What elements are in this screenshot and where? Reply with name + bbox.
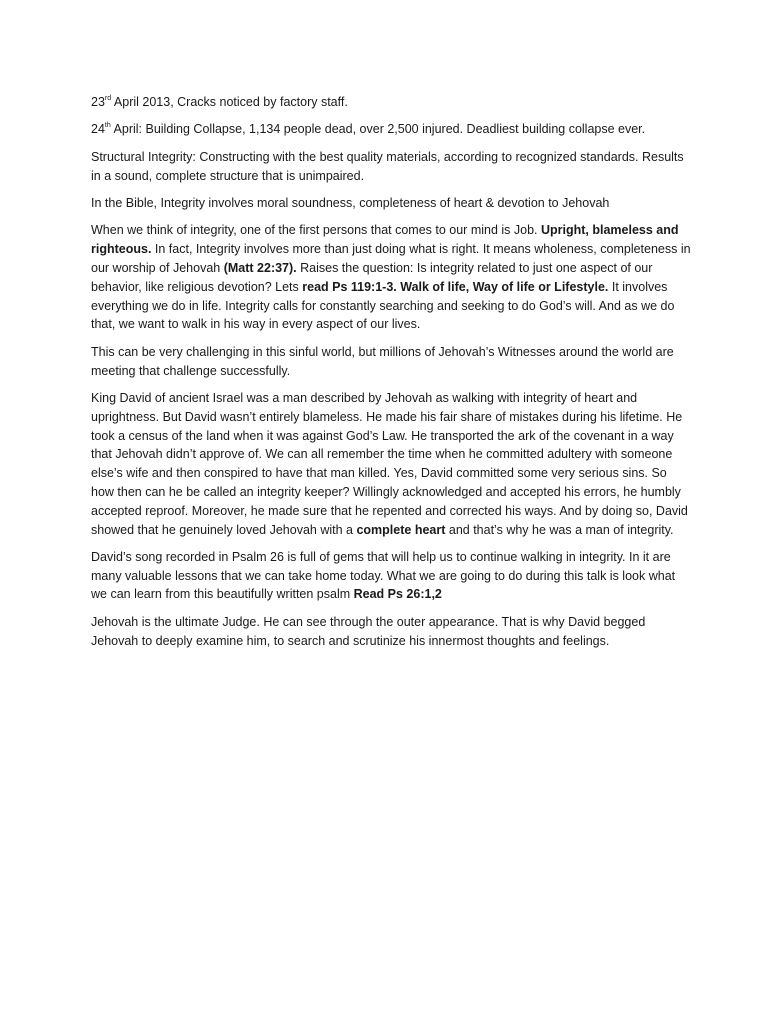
document-body [91, 93, 691, 659]
text-run: When we think of integrity, one of the first persons that comes to our mind is Job. [91, 223, 541, 238]
text-run: and that’s why he was a man of integrity. [445, 522, 674, 537]
date-day: 23 [91, 95, 105, 109]
text-run: It involves everything we do in life. Integrity calls for constantly searching and seeking to do God’s will. And as we do that, we want to walk in his way in every aspect of our lives. [91, 279, 675, 332]
paragraph-date-cracks [91, 93, 691, 112]
text-run: David’s song recorded in Psalm 26 is full of gems that will help us to continue walking in integrity. In it are many valuable lessons that we can take home today. What we are going to do during this talk is look what we can learn from this beautifully written psalm [91, 549, 676, 602]
date-day: 24 [91, 122, 105, 137]
bold-text-run: complete heart [356, 522, 446, 537]
date-suffix: rd [104, 94, 112, 102]
paragraph-psalm-26 [91, 548, 691, 604]
paragraph-structural-integrity: Structural Integrity: Constructing with the best quality materials, according to recognized standards. Results in a sound, complete structure that is unimpaired. [91, 149, 684, 183]
date-text: April: Building Collapse, 1,134 people dead, over 2,500 injured. Deadliest building collapse ever. [110, 122, 646, 137]
text-run: Raises the question: Is integrity related to just one aspect of our behavior, like religious devotion? Lets [91, 260, 653, 294]
bold-text-run: read Ps 119:1-3. Walk of life, Way of life or Lifestyle. [302, 279, 609, 294]
date-suffix: th [104, 122, 111, 130]
date-text: April 2013, Cracks noticed by factory staff. [111, 95, 348, 109]
paragraph-job-integrity [91, 221, 691, 334]
paragraph-challenge: This can be very challenging in this sinful world, but millions of Jehovah’s Witnesses around the world are meeting that challenge successfully. [91, 344, 674, 378]
bold-text-run: (Matt 22:37). [223, 260, 297, 275]
text-run: King David of ancient Israel was a man described by Jehovah as walking with integrity of heart and uprightness. But David wasn’t entirely blameless. He made his fair share of mistakes during his lifetime. He took a census of the land when it was against God’s Law. He transported the ark of the covenant in a way that Jehovah didn’t approve of. We can all remember the time when he committed adultery with someone else’s wife and then conspired to have that man killed. Yes, David committed some very serious sins. So how then can he be called an integrity keeper? Willingly acknowledged and accepted his errors, he humbly accepted reproof. Moreover, he made sure that he repented and corrected his ways. And by doing so, David showed that he genuinely loved Jehovah with a [91, 390, 688, 537]
paragraph-date-collapse [91, 120, 691, 139]
paragraph-jehovah-judge: Jehovah is the ultimate Judge. He can see through the outer appearance. That is why David begged Jehovah to deeply examine him, to search and scrutinize his innermost thoughts and feelings. [91, 614, 646, 648]
paragraph-king-david [91, 389, 691, 539]
text-run: In fact, Integrity involves more than just doing what is right. It means wholeness, completeness in our worship of Jehovah [91, 242, 691, 275]
bold-text-run: Upright, blameless and righteous. [91, 223, 679, 257]
bold-text-run: Read Ps 26:1,2 [353, 587, 442, 602]
paragraph-bible-integrity: In the Bible, Integrity involves moral soundness, completeness of heart & devotion to Jehovah [91, 195, 610, 210]
